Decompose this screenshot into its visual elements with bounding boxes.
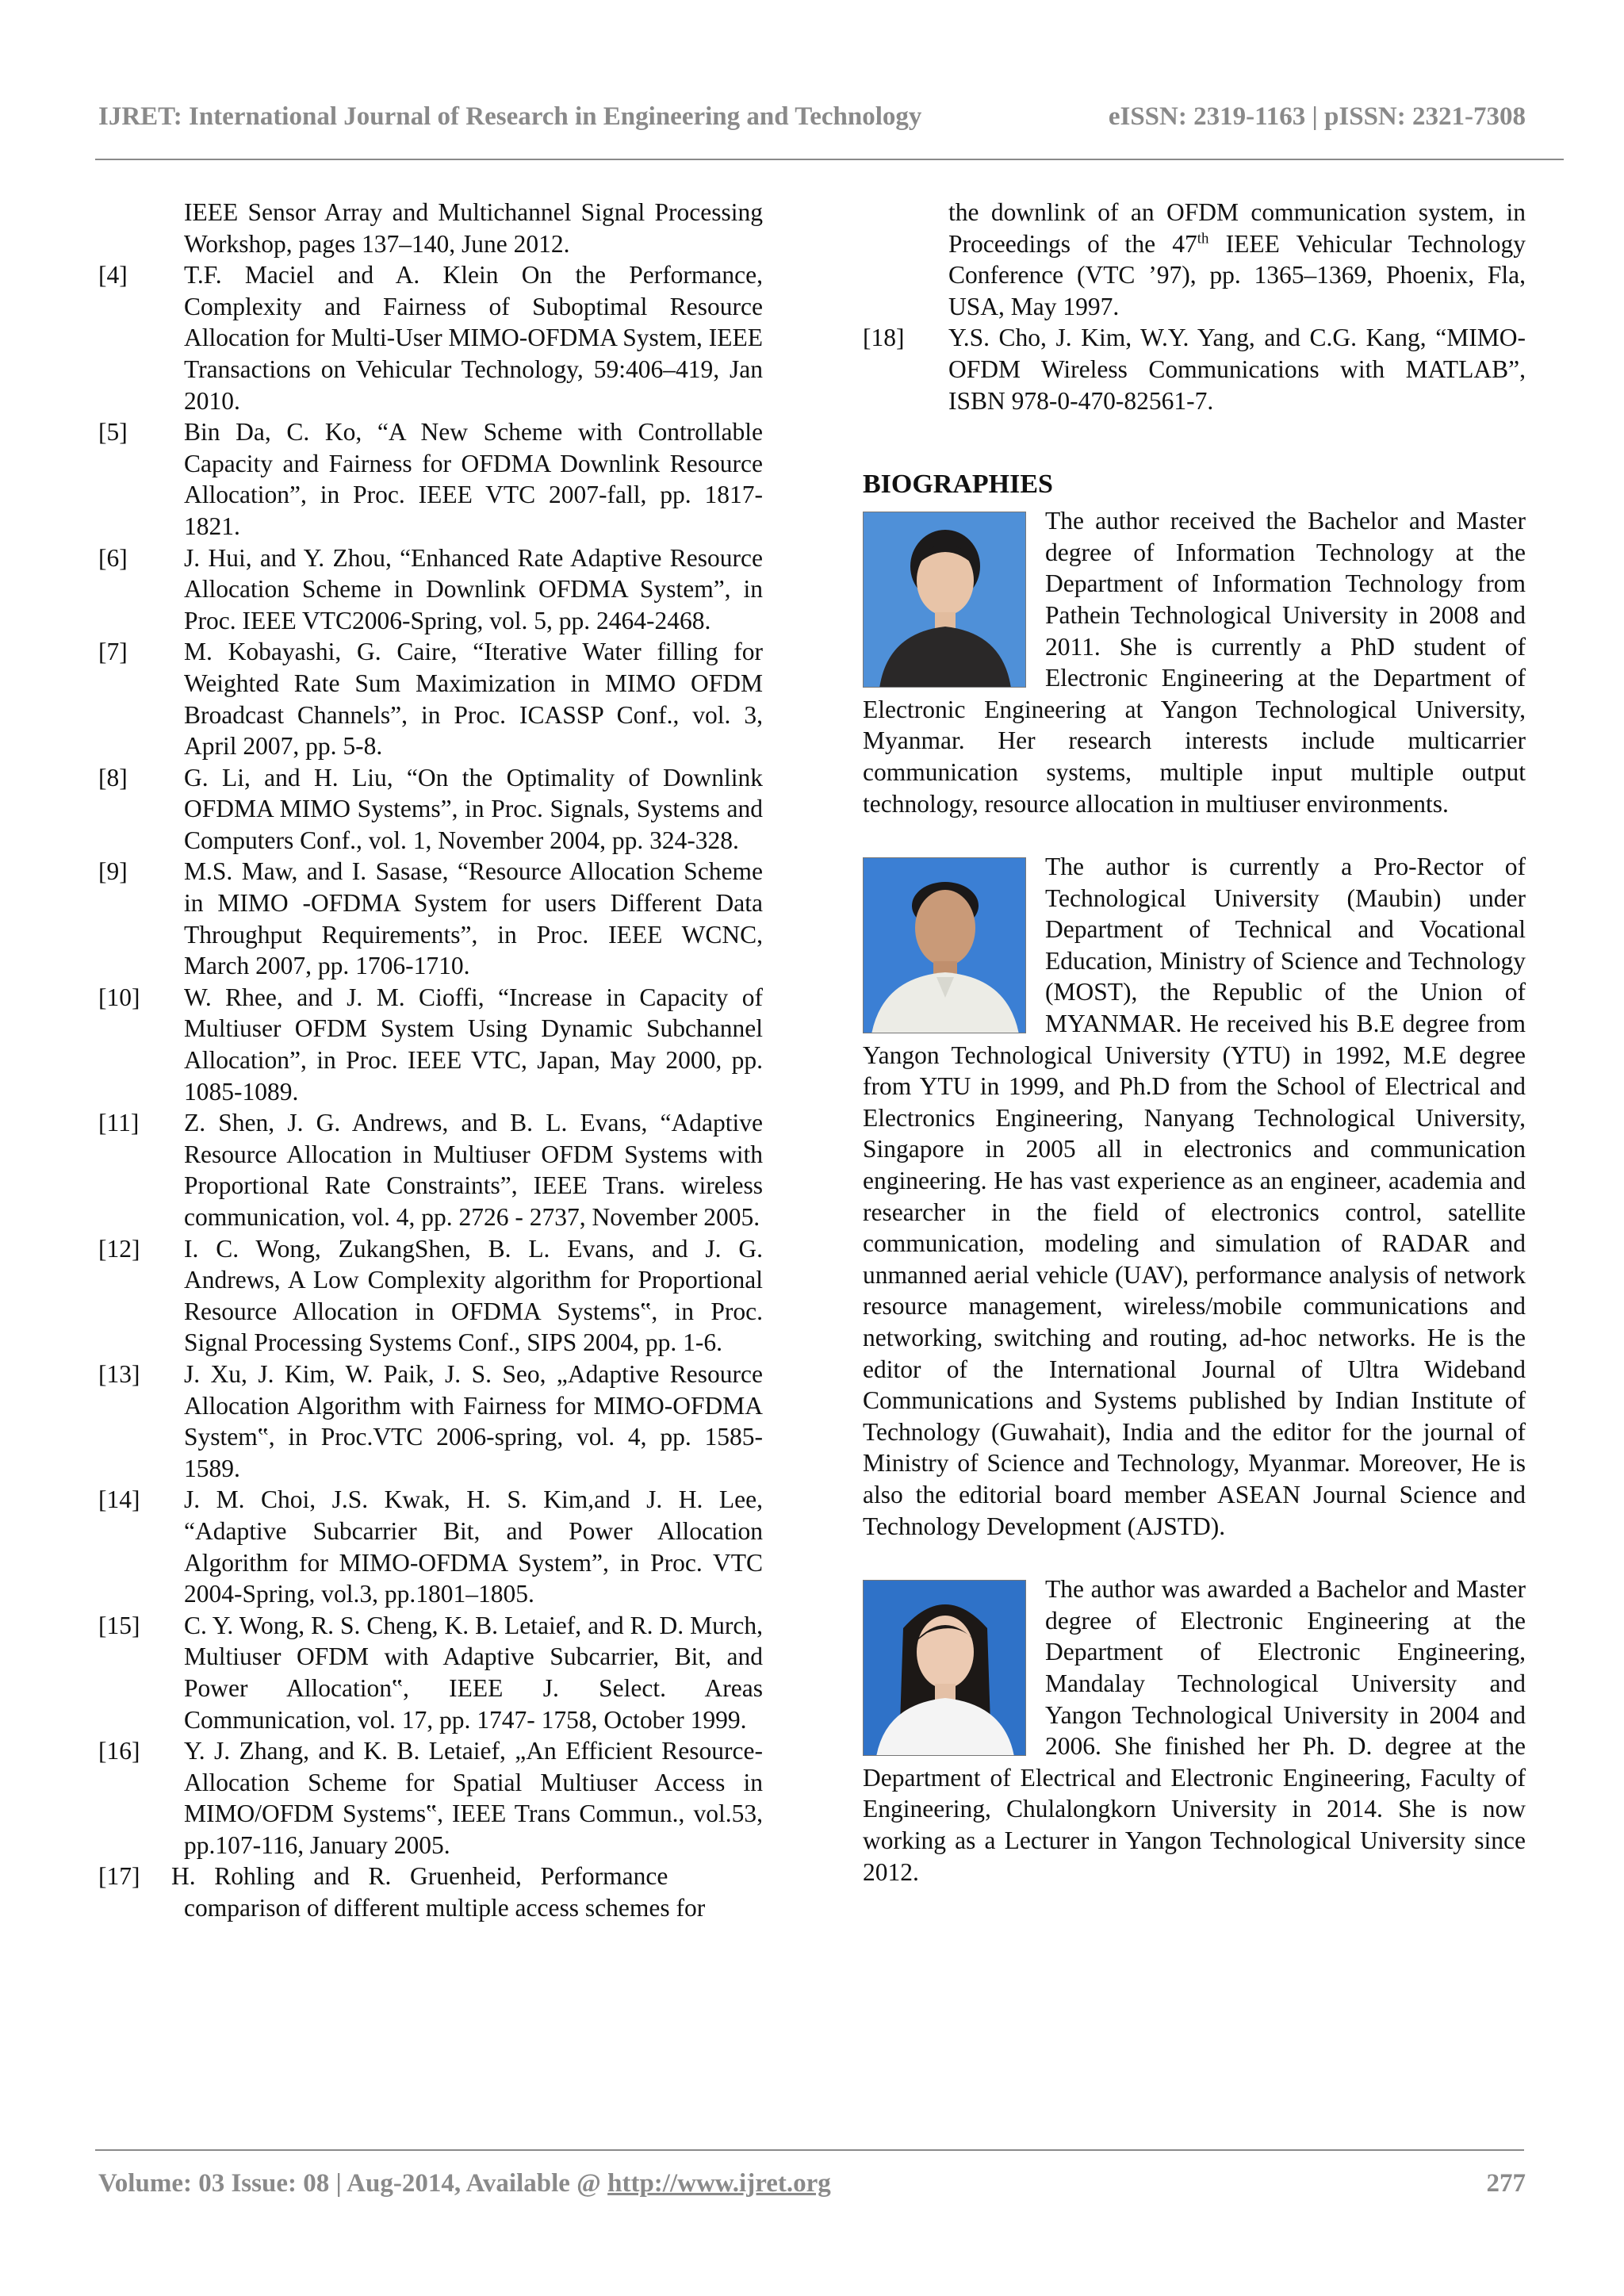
reference-text: Y. J. Zhang, and K. B. Letaief, „An Efficient Resource-Allocation Scheme for Spatial Multiuser Access in MIMO/OFDM Systems‟, IEEE Trans Commun., vol.53, pp.107-116, January 2005. [184,1737,763,1859]
header-rule [95,159,1564,160]
volume-text: Volume: 03 Issue: 08 | Aug-2014, Available @ [98,2168,608,2198]
reference-number: [10] [98,983,140,1011]
reference-17-continuation [863,197,1526,322]
reference-text-line-1: H. Rohling and R. Gruenheid, Performance [171,1862,668,1891]
reference-number: [16] [98,1737,140,1765]
author-1-portrait [864,512,1026,688]
right-column [863,197,1526,1888]
reference-13 [98,1359,763,1484]
reference-6 [98,542,763,637]
reference-text: C. Y. Wong, R. S. Cheng, K. B. Letaief, and R. D. Murch, Multiuser OFDM with Adaptive Subcarrier, Bit, and Power Allocation‟, IEEE J. Select. Areas Communication, vol. 17, pp. 1747- 1758, October 1999. [184,1611,763,1734]
biographies-heading: BIOGRAPHIES [863,470,1053,500]
reference-15 [98,1610,763,1735]
reference-number: [7] [98,638,128,666]
reference-text: M. Kobayashi, G. Caire, “Iterative Water filling for Weighted Rate Sum Maximization in MIMO OFDM Broadcast Channels”, in Proc. ICASSP Conf., vol. 3, April 2007, pp. 5-8. [184,638,763,761]
biography-3 [863,1573,1526,1888]
volume-info [98,2169,831,2198]
biography-text: The author was awarded a Bachelor and Master degree of Electronic Engineering at the Department of Electronic Engineering, Mandalay Technological University and Yangon Technological University in 2004 and 2006. She finished her Ph. D. degree at the Department of Electrical and Electronic Engineering, Faculty of Engineering, Chulalongkorn University in 2014. She is now working as a Lecturer in Yangon Technological University since 2012. [863,1575,1526,1886]
reference-text: W. Rhee, and J. M. Cioffi, “Increase in Capacity of Multiuser OFDM System Using Dynamic Subchannel Allocation”, in Proc. IEEE VTC, Japan, May 2000, pp. 1085-1089. [184,983,763,1106]
reference-text: I. C. Wong, ZukangShen, B. L. Evans, and J. G. Andrews, A Low Complexity algorithm for Proportional Resource Allocation in OFDMA Systems‟, in Proc. Signal Processing Systems Conf., SIPS 2004, pp. 1-6. [184,1234,763,1357]
reference-number: [17] [98,1862,140,1891]
reference-text: G. Li, and H. Liu, “On the Optimality of Downlink OFDMA MIMO Systems”, in Proc. Signals, Systems and Computers Conf., vol. 1, November 2004, pp. 324-328. [184,763,763,854]
reference-14 [98,1484,763,1609]
author-photo [863,857,1026,1033]
issn-line: eISSN: 2319-1163 | pISSN: 2321-7308 [1108,102,1526,131]
reference-text: J. M. Choi, J.S. Kwak, H. S. Kim,and J. H. Lee, “Adaptive Subcarrier Bit, and Power Allocation Algorithm for MIMO-OFDMA System”, in Proc. VTC 2004-Spring, vol.3, pp.1801–1805. [184,1485,763,1608]
reference-4 [98,259,763,416]
reference-text: Bin Da, C. Ko, “A New Scheme with Controllable Capacity and Fairness for OFDMA Downlink Resource Allocation”, in Proc. IEEE VTC 2007-fall, pp. 1817-1821. [184,418,763,540]
reference-number: [14] [98,1485,140,1514]
author-photo [863,1580,1026,1756]
reference-8 [98,762,763,857]
reference-text: J. Hui, and Y. Zhou, “Enhanced Rate Adaptive Resource Allocation Scheme in Downlink OFDMA System”, in Proc. IEEE VTC2006-Spring, vol. 5, pp. 2464-2468. [184,543,763,634]
reference-number: [18] [863,324,905,352]
reference-5 [98,416,763,542]
reference-text: Y.S. Cho, J. Kim, W.Y. Yang, and C.G. Kang, “MIMO-OFDM Wireless Communications with MATLAB”, ISBN 978-0-470-82561-7. [948,324,1526,415]
reference-number: [13] [98,1359,140,1388]
reference-17 [98,1861,763,1923]
ordinal-superscript: th [1197,230,1209,247]
reference-16 [98,1735,763,1861]
reference-7 [98,636,763,761]
reference-10 [98,982,763,1107]
reference-18 [863,322,1526,416]
reference-11 [98,1107,763,1232]
reference-17-text-b: IEEE Vehicular Technology Conference (VTC ’97), pp. 1365–1369, Phoenix, Fla, USA, May 1997. [948,229,1526,320]
reference-17-text-a: the downlink of an OFDM communication system, in Proceedings of the 47 [948,198,1526,258]
reference-number: [5] [98,418,128,447]
reference-number: [4] [98,261,128,289]
reference-number: [8] [98,763,128,792]
reference-number: [9] [98,857,128,886]
page-footer [98,2164,1526,2203]
reference-number: [6] [98,543,128,572]
reference-12 [98,1233,763,1359]
biography-1 [863,505,1526,819]
biography-text: The author received the Bachelor and Master degree of Information Technology at the Department of Information Technology from Pathein Technological University in 2008 and 2011. She is currently a PhD student of Electronic Engineering at the Department of Electronic Engineering at Yangon Technological University, Myanmar. Her research interests include multicarrier communication systems, multiple input multiple output technology, resource allocation in multiuser environments. [863,507,1526,818]
page-header [98,97,1526,136]
reference-text: J. Xu, J. Kim, W. Paik, J. S. Seo, „Adaptive Resource Allocation Algorithm with Fairness for MIMO-OFDMA System‟, in Proc.VTC 2006-spring, vol. 4, pp. 1585-1589. [184,1359,763,1482]
biography-text: The author is currently a Pro-Rector of Technological University (Maubin) under Department of Technical and Vocational Education, Ministry of Science and Technology (MOST), the Republic of the Union of MYANMAR. He received his B.E degree from Yangon Technological University (YTU) in 1992, M.E degree from YTU in 1999, and Ph.D from the School of Electrical and Electronics Engineering, Nanyang Technological University, Singapore in 2005 all in electronics and communication engineering. He has vast experience as an engineer, academia and researcher in the field of electronics control, satellite communication, modeling and simulation of RADAR and unmanned aerial vehicle (UAV), performance analysis of network resource management, wireless/mobile communications and networking, switching and routing, ad-hoc networks. He is the editor of the International Journal of Ultra Wideband Communications and Systems published by Indian Institute of Technology (Guwahait), India and the editor for the journal of Ministry of Science and Technology, Myanmar. Moreover, He is also the editorial board member ASEAN Journal Science and Technology Development (AJSTD). [863,853,1526,1540]
reference-number: [11] [98,1109,140,1137]
reference-number: [15] [98,1611,140,1639]
author-photo [863,512,1026,688]
reference-3-continuation: IEEE Sensor Array and Multichannel Signal Processing Workshop, pages 137–140, June 2012. [184,198,763,258]
journal-title: IJRET: International Journal of Research in Engineering and Technology [98,102,922,131]
journal-link[interactable]: http://www.ijret.org [607,2168,831,2198]
author-2-portrait [864,858,1026,1033]
reference-text: Z. Shen, J. G. Andrews, and B. L. Evans, “Adaptive Resource Allocation in Multiuser OFDM Systems with Proportional Rate Constraints”, IEEE Trans. wireless communication, vol. 4, pp. 2726 - 2737, November 2005. [184,1109,763,1231]
reference-text-line-2: comparison of different multiple access schemes for [184,1894,706,1922]
reference-number: [12] [98,1234,140,1263]
reference-text: M.S. Maw, and I. Sasase, “Resource Allocation Scheme in MIMO -OFDMA System for users Different Data Throughput Requirements”, in Proc. IEEE WCNC, March 2007, pp. 1706-1710. [184,857,763,980]
page-number: 277 [1486,2168,1526,2198]
footer-rule [95,2149,1524,2151]
reference-text: T.F. Maciel and A. Klein On the Performance, Complexity and Fairness of Suboptimal Resource Allocation for Multi-User MIMO-OFDMA System, IEEE Transactions on Vehicular Technology, 59:406–419, Jan 2010. [184,261,763,415]
left-column [98,197,763,1924]
reference-9 [98,856,763,981]
biography-2 [863,851,1526,1542]
author-3-portrait [864,1581,1026,1756]
